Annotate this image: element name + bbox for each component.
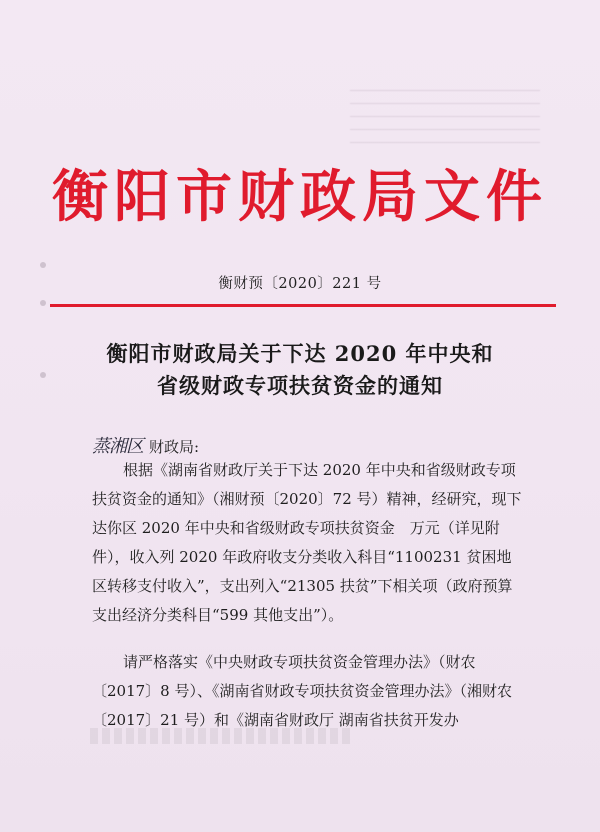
notice-title-line-2: 省级财政专项扶贫资金的通知 <box>157 373 443 398</box>
bleed-through-bottom <box>90 728 350 744</box>
document-number: 衡财预〔2020〕221 号 <box>218 276 382 292</box>
addressee <box>92 432 199 458</box>
notice-title-line-1: 衡阳市财政局关于下达 2020 年中央和 <box>106 341 494 366</box>
paragraph-1-text: 根据《湖南省财政厅关于下达 2020 年中央和省级财政专项扶贫资金的通知》（湘财预〔2020〕72 号）精神，经研究，现下达你区 2020 年中央和省级财政专项扶贫资金 万元（详见附件），收入列 2020 年政府收支分类收入科目“1100231 贫困地区转移支付收入”，支出列入“21305 扶贫”下相关项（政府预算支出经济分类科目“599 其他支出”）。 <box>92 461 522 624</box>
body-paragraph-2 <box>92 648 522 735</box>
binding-hole <box>40 300 46 306</box>
binding-hole <box>40 262 46 268</box>
handwritten-addressee: 蒸湘区 <box>92 436 143 457</box>
bleed-through <box>350 78 540 153</box>
addressee-label: 财政局: <box>149 438 200 456</box>
body-paragraph-1 <box>92 456 522 630</box>
paragraph-2-text: 请严格落实《中央财政专项扶贫资金管理办法》（财农〔2017〕8 号）、《湖南省财政专项扶贫资金管理办法》（湘财农〔2017〕21 号）和《湖南省财政厅 湖南省扶贫开发办 <box>92 653 512 729</box>
red-divider <box>50 304 556 307</box>
masthead-title: 衡阳市财政局文件 <box>52 164 548 230</box>
